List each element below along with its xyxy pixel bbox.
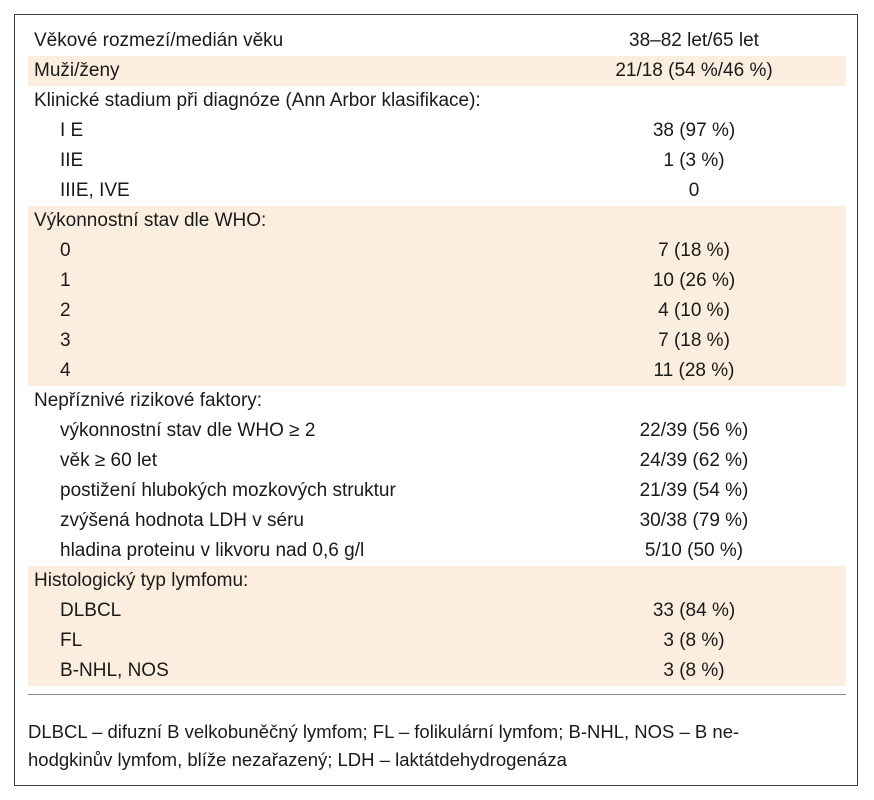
row-label: výkonnostní stav dle WHO ≥ 2 — [60, 420, 316, 441]
row-label: FL — [60, 630, 83, 651]
row-label: 0 — [60, 240, 71, 261]
row-label: věk ≥ 60 let — [60, 450, 158, 471]
table-row — [28, 26, 846, 56]
section-heading-row — [28, 386, 846, 416]
row-label: Věkové rozmezí/medián věku — [34, 30, 284, 51]
table-row — [28, 146, 846, 176]
row-value: 38 (97 %) — [652, 120, 736, 141]
row-value: 7 (18 %) — [658, 330, 730, 351]
row-label: IIE — [60, 150, 84, 171]
row-value: 3 (8 %) — [663, 630, 725, 651]
section-heading: Histologický typ lymfomu: — [34, 570, 249, 591]
row-value: 10 (26 %) — [652, 270, 736, 291]
table-row — [28, 626, 846, 656]
table-row — [28, 56, 846, 86]
table-row — [28, 446, 846, 476]
section-heading-row — [28, 86, 846, 116]
table-row — [28, 356, 846, 386]
table-footnote — [28, 718, 846, 774]
row-value: 11 (28 %) — [653, 360, 735, 381]
row-value: 1 (3 %) — [663, 150, 725, 171]
footnote-line-1: DLBCL – difuzní B velkobuněčný lymfom; FL – folikulární lymfom; B-NHL, NOS – B ne- — [28, 721, 740, 742]
row-label: zvýšená hodnota LDH v séru — [60, 510, 304, 531]
table-row — [28, 176, 846, 206]
table-row — [28, 416, 846, 446]
row-value: 33 (84 %) — [652, 600, 736, 621]
table-row — [28, 476, 846, 506]
table-row — [28, 656, 846, 686]
table-row — [28, 266, 846, 296]
row-label: B-NHL, NOS — [60, 660, 169, 681]
row-value: 24/39 (62 %) — [639, 450, 749, 471]
row-value: 21/39 (54 %) — [639, 480, 749, 501]
patient-characteristics-table — [28, 26, 846, 695]
table-row — [28, 326, 846, 356]
row-label: 4 — [60, 360, 71, 381]
row-label: 2 — [60, 300, 71, 321]
row-label: DLBCL — [60, 600, 122, 621]
table-row — [28, 536, 846, 566]
row-label: 1 — [60, 270, 71, 291]
row-value: 3 (8 %) — [663, 660, 725, 681]
row-label: Muži/ženy — [34, 60, 120, 81]
row-value: 7 (18 %) — [658, 240, 730, 261]
table-separator — [28, 694, 846, 695]
section-heading-row — [28, 566, 846, 596]
row-value: 22/39 (56 %) — [639, 420, 749, 441]
row-label: IIIE, IVE — [60, 180, 130, 201]
row-label: 3 — [60, 330, 71, 351]
section-heading: Klinické stadium při diagnóze (Ann Arbor klasifikace): — [34, 90, 481, 111]
section-heading: Nepříznivé rizikové faktory: — [34, 390, 263, 411]
row-value: 0 — [688, 180, 700, 201]
row-value: 4 (10 %) — [658, 300, 730, 321]
row-label: hladina proteinu v likvoru nad 0,6 g/l — [60, 540, 365, 561]
row-label: I E — [60, 120, 84, 141]
table-row — [28, 116, 846, 146]
row-label: postižení hlubokých mozkových struktur — [60, 480, 396, 501]
row-value: 30/38 (79 %) — [639, 510, 749, 531]
table-row — [28, 596, 846, 626]
row-value: 38–82 let/65 let — [629, 30, 759, 51]
table-row — [28, 506, 846, 536]
footnote-line-2: hodgkinův lymfom, blíže nezařazený; LDH – laktátdehydrogenáza — [28, 749, 567, 770]
row-value: 5/10 (50 %) — [644, 540, 744, 561]
row-value: 21/18 (54 %/46 %) — [615, 60, 773, 81]
section-heading: Výkonnostní stav dle WHO: — [34, 210, 267, 231]
section-heading-row — [28, 206, 846, 236]
table-row — [28, 236, 846, 266]
table-row — [28, 296, 846, 326]
